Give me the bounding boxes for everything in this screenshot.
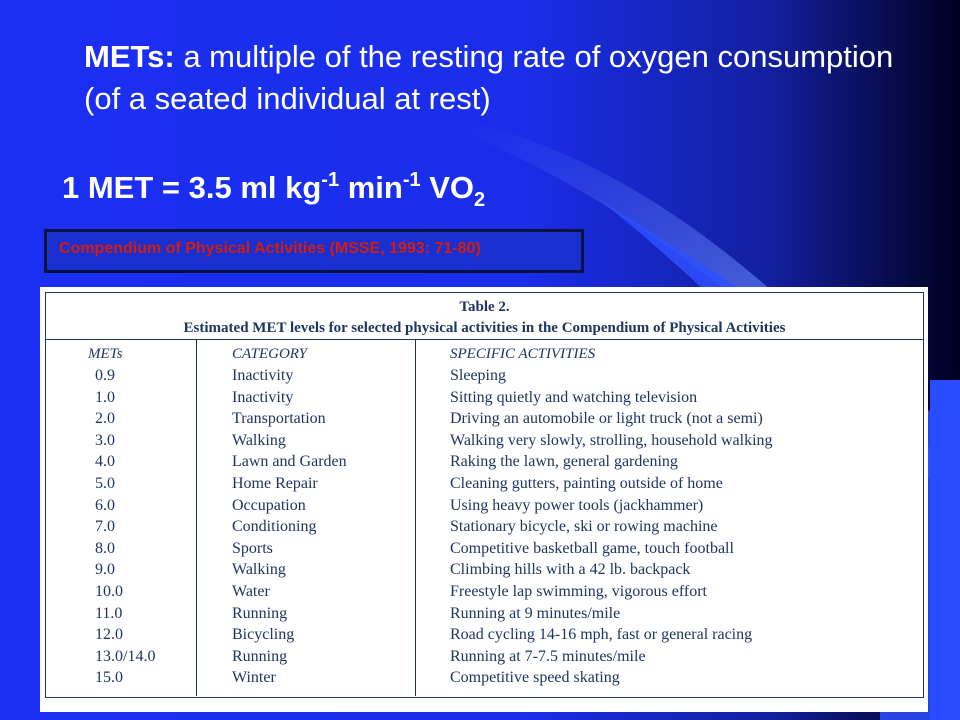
formula-part3: VO xyxy=(420,170,475,205)
category-cell: Occupation xyxy=(232,496,306,514)
header-category: CATEGORY xyxy=(232,346,308,362)
met-value: 11.0 xyxy=(95,604,123,622)
category-cell: Transportation xyxy=(232,410,326,428)
category-cell: Walking xyxy=(232,561,286,579)
table-row xyxy=(46,432,923,454)
activity-cell: Raking the lawn, general gardening xyxy=(450,453,678,471)
activity-cell: Road cycling 14-16 mph, fast or general racing xyxy=(450,626,753,644)
category-cell: Inactivity xyxy=(232,367,294,384)
heading-term: METs: xyxy=(84,39,175,74)
activity-cell: Sitting quietly and watching television xyxy=(450,388,698,406)
activity-cell: Sleeping xyxy=(450,367,506,384)
activity-cell: Freestyle lap swimming, vigorous effort xyxy=(450,582,707,600)
category-cell: Running xyxy=(232,604,288,622)
table-row xyxy=(46,626,923,648)
category-cell: Water xyxy=(232,582,270,600)
category-cell: Inactivity xyxy=(232,388,294,406)
met-table xyxy=(45,292,924,698)
category-cell: Sports xyxy=(232,539,273,557)
activity-cell: Cleaning gutters, painting outside of home xyxy=(450,474,723,492)
met-value: 13.0/14.0 xyxy=(95,647,156,665)
category-cell: Walking xyxy=(232,431,286,449)
met-value: 1.0 xyxy=(95,388,115,406)
activity-cell: Competitive basketball game, touch football xyxy=(450,539,734,557)
citation-text: Compendium of Physical Activities (MSSE, 1993: 71-80) xyxy=(59,240,481,257)
met-value: 7.0 xyxy=(95,518,115,536)
category-cell: Running xyxy=(232,647,288,665)
table-row xyxy=(46,497,923,519)
table-caption-title: Table 2. xyxy=(459,299,510,315)
citation-box xyxy=(44,229,584,273)
category-cell: Lawn and Garden xyxy=(232,453,347,471)
activity-cell: Running at 7-7.5 minutes/mile xyxy=(450,647,646,665)
category-cell: Conditioning xyxy=(232,518,317,536)
formula-subscript: 2 xyxy=(474,189,486,211)
formula-exp2: -1 xyxy=(402,169,421,191)
table-body xyxy=(46,340,923,696)
table-row xyxy=(46,669,923,691)
met-value: 10.0 xyxy=(95,582,123,600)
category-cell: Home Repair xyxy=(232,474,318,492)
table-row xyxy=(46,540,923,562)
met-value: 8.0 xyxy=(95,539,115,557)
table-rows xyxy=(46,367,923,691)
activity-cell: Climbing hills with a 42 lb. backpack xyxy=(450,561,691,579)
header-mets: METs xyxy=(88,346,123,362)
table-row xyxy=(46,648,923,670)
met-value: 5.0 xyxy=(95,474,115,492)
table-row xyxy=(46,410,923,432)
met-value: 0.9 xyxy=(95,367,115,384)
table-row xyxy=(46,561,923,583)
table-row xyxy=(46,389,923,411)
header-activities: SPECIFIC ACTIVITIES xyxy=(450,346,596,362)
formula-exp1: -1 xyxy=(321,169,340,191)
activity-cell: Using heavy power tools (jackhammer) xyxy=(450,496,704,514)
slide-heading xyxy=(84,36,924,120)
met-value: 6.0 xyxy=(95,496,115,514)
table-row xyxy=(46,605,923,627)
met-value: 2.0 xyxy=(95,410,115,428)
activity-cell: Walking very slowly, strolling, household walking xyxy=(450,431,773,449)
heading-definition: a multiple of the resting rate of oxygen consumption (of a seated individual at rest) xyxy=(84,39,894,116)
table-row xyxy=(46,583,923,605)
category-cell: Bicycling xyxy=(232,626,295,644)
met-value: 3.0 xyxy=(95,431,115,449)
met-value: 12.0 xyxy=(95,626,123,644)
activity-cell: Driving an automobile or light truck (not a semi) xyxy=(450,410,763,428)
category-cell: Winter xyxy=(232,669,276,687)
met-value: 15.0 xyxy=(95,669,123,687)
activity-cell: Stationary bicycle, ski or rowing machine xyxy=(450,518,718,536)
table-caption xyxy=(46,293,923,340)
met-formula xyxy=(62,169,486,211)
table-row xyxy=(46,453,923,475)
table-row xyxy=(46,518,923,540)
met-value: 4.0 xyxy=(95,453,115,471)
table-row xyxy=(46,475,923,497)
formula-part2: min xyxy=(339,170,403,205)
formula-part1: 1 MET = 3.5 ml kg xyxy=(62,170,322,205)
met-table-image xyxy=(40,287,928,712)
met-value: 9.0 xyxy=(95,561,115,579)
activity-cell: Competitive speed skating xyxy=(450,669,620,687)
table-row xyxy=(46,367,923,389)
activity-cell: Running at 9 minutes/mile xyxy=(450,604,621,622)
table-caption-subtitle: Estimated MET levels for selected physical activities in the Compendium of Physical Activities xyxy=(183,320,786,336)
